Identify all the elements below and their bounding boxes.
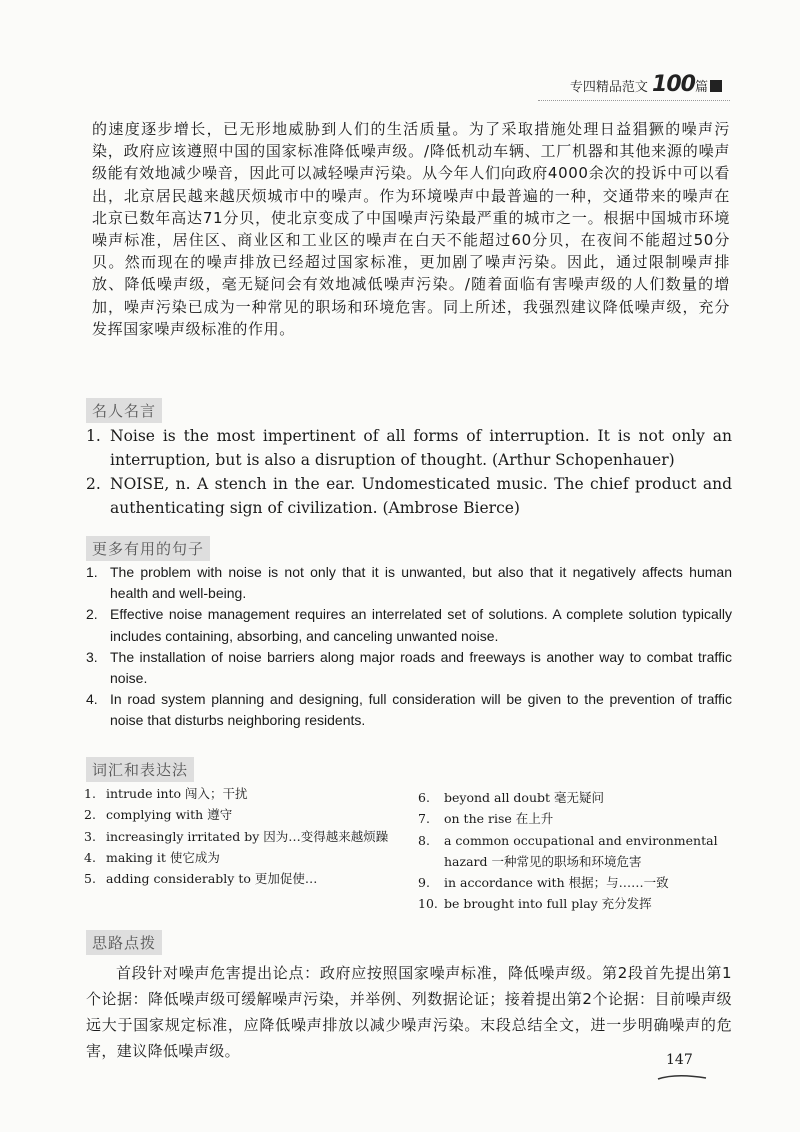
item-text: Noise is the most impertinent of all forms of interruption. It is not only an interruption, but is also a disruption of thought. (Arthur Schopenhauer)	[110, 427, 732, 469]
item-text: complying with 遵守	[106, 807, 233, 823]
list-item	[86, 689, 732, 731]
item-number: 4.	[86, 691, 98, 708]
quotes-list	[86, 424, 732, 520]
item-number: 1.	[86, 564, 98, 580]
essay-paragraph: 的速度逐步增长，已无形地威胁到人们的生活质量。为了采取措施处理日益猖獗的噪声污染，政府应该遵照中国的国家标准降低噪声级。/降低机动车辆、工厂机器和其他来源的噪声级能有效地减少噪音，因此可以减轻噪声污染。从今年人们向政府4000余次的投诉中可以看出，北京居民越来越厌烦城市中的噪声。作为环境噪声中最普遍的一种，交通带来的噪声在北京已数年高达71分贝，使北京变成了中国噪声污染最严重的城市之一。根据中国城市环境噪声标准，居住区、商业区和工业区的噪声在白天不能超过60分贝，在夜间不能超过50分贝。然而现在的噪声排放已经超过国家标准，更加剧了噪声污染。因此，通过限制噪声排放、降低噪声级，毫无疑问会有效地减低噪声污染。/随着面临有害噪声级的人们数量的增加，噪声污染已成为一种常见的职场和环境危害。同上所述，我强烈建议降低噪声级，充分发挥国家噪声级标准的作用。	[92, 120, 730, 338]
header-number: 100	[652, 72, 695, 97]
item-number: 6.	[418, 790, 430, 805]
item-text: be brought into full play 充分发挥	[444, 896, 652, 912]
item-number: 2.	[86, 606, 98, 623]
item-text: NOISE, n. A stench in the ear. Undomesticated music. The chief product and authenticating sign of civilization. (Ambrose Bierce)	[110, 475, 732, 517]
item-text: making it 使它成为	[106, 849, 220, 865]
item-text: beyond all doubt 毫无疑问	[444, 790, 605, 805]
header-square-icon	[710, 80, 722, 92]
list-item	[84, 783, 398, 804]
list-item	[84, 868, 398, 889]
item-text: The problem with noise is not only that it is unwanted, but also that it negatively affects human health and well-being.	[110, 564, 732, 602]
list-item	[84, 804, 398, 825]
vocab-list-right	[418, 787, 732, 915]
item-number: 3.	[86, 648, 98, 665]
list-item	[86, 424, 732, 472]
item-text: adding considerably to 更加促使…	[106, 871, 318, 887]
item-text: in accordance with 根据；与……一致	[444, 875, 669, 891]
section-title-quotes: 名人名言	[86, 398, 162, 423]
list-item	[86, 562, 732, 604]
item-number: 1.	[86, 427, 101, 445]
section-title-analysis: 思路点拨	[86, 930, 162, 955]
item-number: 2.	[84, 807, 96, 823]
header-prefix: 专四精品范文	[569, 80, 648, 95]
item-number: 9.	[418, 875, 430, 891]
vocab-list-left	[84, 783, 398, 889]
header-rule	[538, 100, 730, 101]
item-number: 1.	[84, 786, 96, 801]
list-item	[84, 826, 398, 847]
item-text: Effective noise management requires an interrelated set of solutions. A complete solution typically includes containing, absorbing, and canceling unwanted noise.	[110, 606, 732, 644]
section-title-sentences: 更多有用的句子	[86, 536, 210, 561]
item-number: 3.	[84, 828, 96, 844]
list-item	[418, 808, 732, 829]
item-text: a common occupational and environmental hazard 一种常见的职场和环境危害	[444, 832, 718, 869]
item-text: on the rise 在上升	[444, 811, 554, 827]
list-item	[86, 647, 732, 689]
item-text: intrude into 闯入；干扰	[106, 786, 248, 801]
item-number: 2.	[86, 475, 101, 493]
list-item	[86, 604, 732, 646]
item-number: 8.	[418, 832, 430, 848]
list-item	[418, 893, 732, 914]
item-text: The installation of noise barriers along major roads and freeways is another way to combat traffic noise.	[110, 648, 732, 687]
list-item	[418, 787, 732, 808]
item-number: 4.	[84, 849, 96, 865]
item-text: increasingly irritated by 因为…变得越来越烦躁	[106, 828, 389, 844]
list-item	[418, 830, 732, 873]
item-text: In road system planning and designing, full consideration will be given to the prevention of traffic noise that disturbs neighboring residents.	[110, 691, 732, 729]
page-number: 147	[666, 1052, 693, 1068]
list-item	[86, 472, 732, 520]
running-header	[570, 72, 722, 97]
sentences-list	[86, 562, 732, 732]
item-number: 5.	[84, 871, 96, 887]
analysis-paragraph: 首段针对噪声危害提出论点：政府应按照国家噪声标准，降低噪声级。第2段首先提出第1个论据：降低噪声级可缓解噪声污染，并举例、列数据论证；接着提出第2个论据：目前噪声级远大于国家规定标准，应降低噪声排放以减少噪声污染。末段总结全文，进一步明确噪声的危害，建议降低噪声级。	[86, 964, 732, 1060]
section-title-vocab: 词汇和表达法	[86, 757, 194, 782]
header-suffix: 篇	[694, 80, 708, 95]
list-item	[418, 872, 732, 893]
list-item	[84, 847, 398, 868]
item-number: 10.	[418, 896, 438, 912]
item-number: 7.	[418, 811, 430, 827]
page-swash-icon	[656, 1072, 708, 1082]
